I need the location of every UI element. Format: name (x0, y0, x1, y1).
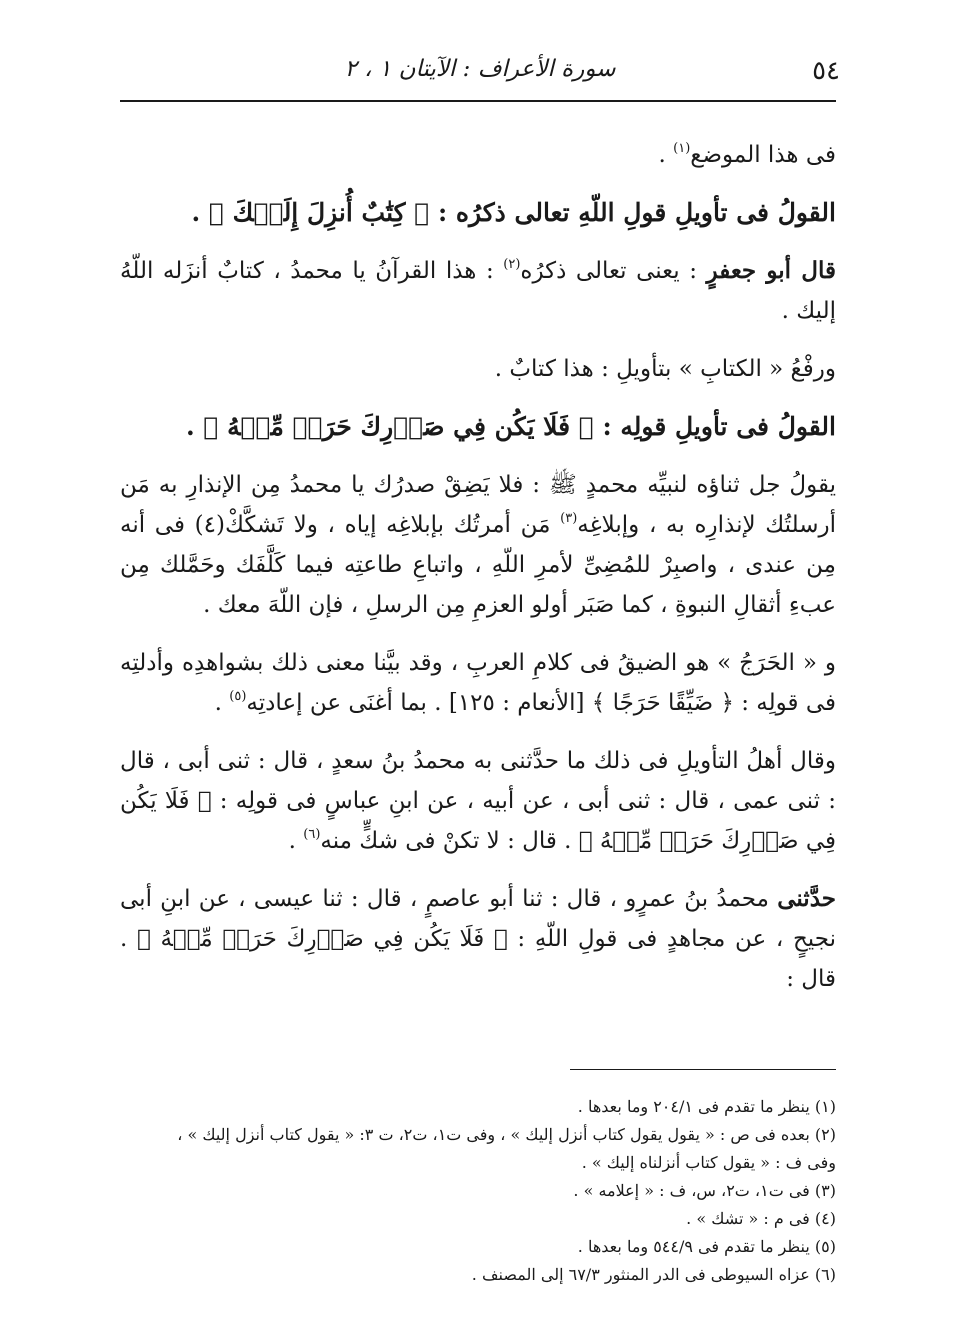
paragraph (120, 879, 836, 999)
footnote: (٥) ينظر ما تقدم فى ٥٤٤/٩ وما بعدها . (577, 1237, 836, 1256)
paragraph-text: يقولُ جل ثناؤه لنبيِّه محمدٍ ﷺ : فلا يَضِقْ صدرُك يا محمدُ مِن الإنذارِ به مَن أرسلتُك لإنذارِه به ، وإبلاغِه (120, 472, 836, 538)
paragraph-tail: : هذا القرآنُ يا محمدُ ، كتابٌ أنزَله اللّهُ إليك . (120, 258, 836, 324)
paragraph (120, 643, 836, 723)
footnote-marker: (٦) (303, 827, 321, 842)
footnote: (١) ينظر ما تقدم فى ٢٠٤/١ وما بعدها . (577, 1097, 836, 1116)
footnote: (٦) عزاه السيوطى فى الدر المنثور ٦٧/٣ إلى المصنف . (471, 1265, 836, 1284)
main-text (120, 135, 836, 1017)
paragraph-lead: القولُ فى تأويلِ قولِه : (602, 412, 836, 441)
paragraph-tail: . (288, 828, 304, 854)
footnote-marker: (٥) (229, 689, 247, 704)
paragraph (120, 135, 836, 175)
paragraph-text: ﴿ كِتَٰبٌ أُنزِلَ إِلَيۡكَ ﴾ . (191, 198, 438, 227)
footnote: (٣) فى ت١، ت٢، س، ف : « إعلامه » . (573, 1181, 836, 1200)
footnote-marker: (٢) (503, 257, 521, 272)
footnotes (120, 1094, 836, 1290)
paragraph-text: محمدُ بنُ عمرٍو ، قال : ثنا أبو عاصمٍ ، قال : ثنا عيسى ، عن ابنِ أبى نجيحٍ ، عن مجاهدٍ فى قولِ اللّهِ : ﴿ فَلَا يَكُن فِي صَدۡرِكَ حَرَجٞ مِّنۡهُ ﴾ . قال : (120, 886, 836, 992)
paragraph (120, 349, 836, 389)
footnote: (٢) بعده فى ص : « يقول يقول كتاب أنزل إليك » ، وفى ت١، ت٢، ت ٣: « يقول كتاب أنزل إليك » ، (177, 1125, 836, 1144)
paragraph (120, 741, 836, 861)
footnote-separator (570, 1069, 836, 1070)
paragraph-text: : يعنى تعالى ذكرُه (520, 258, 707, 284)
running-title: سورة الأعراف : الآيتان ١ ، ٢ (344, 56, 616, 82)
paragraph-lead: حدَّثنى (777, 885, 836, 912)
paragraph-lead: قال أبو جعفرٍ (706, 257, 837, 284)
section-heading (120, 407, 836, 447)
paragraph (120, 465, 836, 625)
paragraph-text: ﴿ فَلَا يَكُن فِي صَدۡرِكَ حَرَجٞ مِّنۡهُ ﴾ . (185, 412, 603, 441)
paragraph-text: ورفْعُ « الكتابِ » بتأويلِ : هذا كتابٌ . (494, 356, 836, 382)
footnote: (٤) فى م : « تشك » . (686, 1209, 836, 1228)
paragraph-lead: القولُ فى تأويلِ قولِ اللّهِ تعالى ذكرُه : (437, 198, 836, 227)
paragraph-text: و « الحَرَجُ » هو الضيقُ فى كلامِ العربِ ، وقد بيَّنا معنى ذلك بشواهدِه وأدلتِه فى قولِه : ﴿ ضَيِّقًا حَرَجًا ﴾ [الأنعام : ١٢٥] . بما أغنَى عن إعادتِه (120, 650, 836, 716)
paragraph-tail: مَن أمرتُك بإبلاغِه إياه ، ولا تَشكَّكْ(٤) فى أنه مِن عندى ، واصبِرْ للمُضِىِّ لأمرِ اللّهِ ، واتباعِ طاعتِه فيما كَلَّفَك وحَمَّلك مِن عبءِ أثقالِ النبوةِ ، كما صَبَر أولو العزمِ مِن الرسلِ ، فإن اللّهَ معك . (120, 512, 836, 618)
paragraph (120, 251, 836, 331)
running-header (120, 48, 840, 98)
footnote-marker: (٣) (560, 511, 578, 526)
paragraph-text: فى هذا الموضع (690, 142, 836, 168)
header-rule (120, 100, 836, 102)
page-number: ٥٤ (812, 56, 840, 86)
paragraph-tail: . (214, 690, 230, 716)
section-heading (120, 193, 836, 233)
footnote: وفى ف : « يقول كتاب أنزلناه إليك » . (581, 1153, 836, 1172)
footnote-marker: (١) (673, 141, 691, 156)
paragraph-text: وقال أهلُ التأويلِ فى ذلك ما حدَّثنى به محمدُ بنُ سعدٍ ، قال : ثنى أبى ، قال : ثنى عمى ، قال : ثنى أبى ، عن أبيه ، عن ابنِ عباسٍ فى قولِه : ﴿ فَلَا يَكُن فِي صَدۡرِكَ حَرَجٞ مِّنۡهُ ﴾ . قال : لا تكنْ فى شكٍّ منه (120, 748, 836, 854)
paragraph-tail: . (658, 142, 674, 168)
